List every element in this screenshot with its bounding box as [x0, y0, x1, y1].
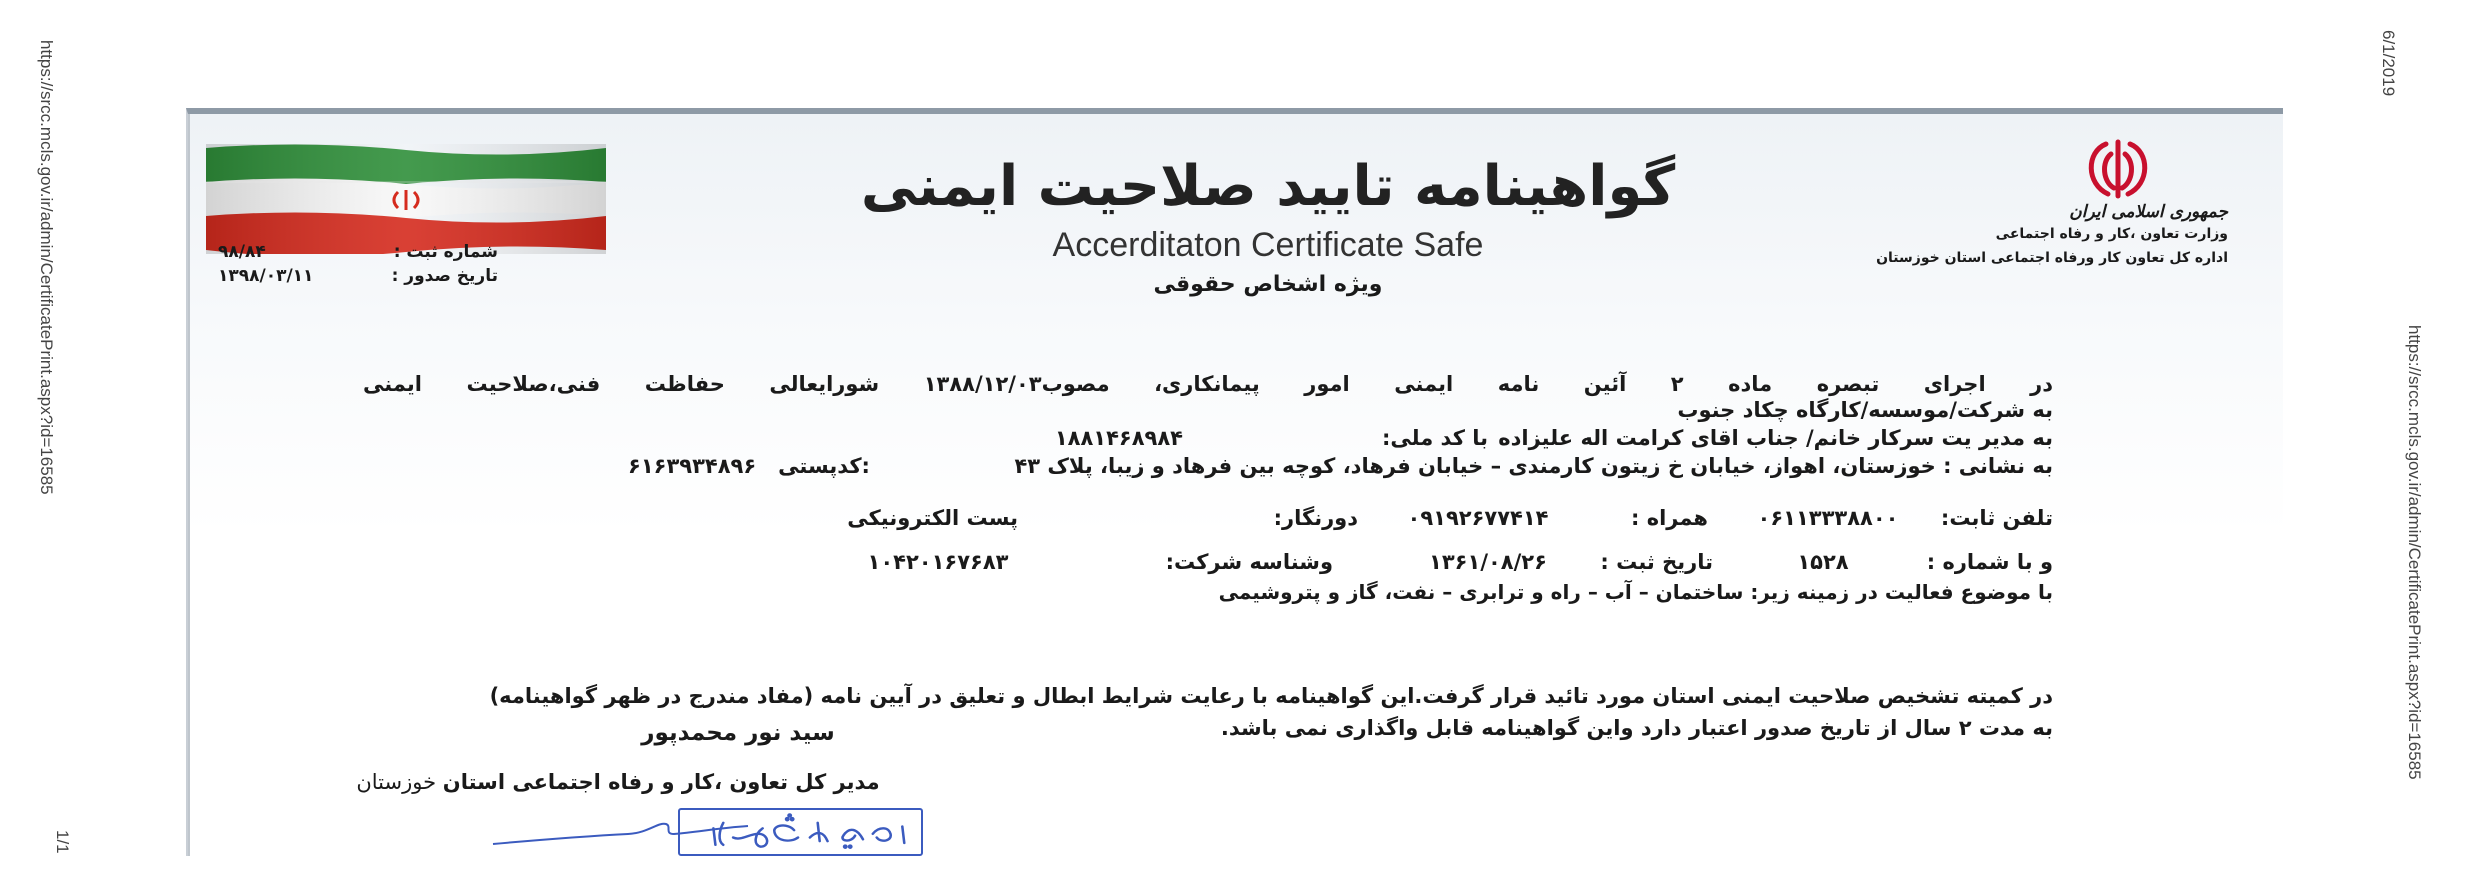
certificate-title-english: Accerditaton Certificate Safe [1052, 226, 1484, 264]
left-margin-page-number: 1/1 [53, 830, 72, 854]
company-reg-number-value: ۱۵۲۸ [1797, 550, 1849, 574]
iran-emblem-icon [2068, 134, 2168, 204]
postal-code-label: کدپستی: [778, 454, 870, 478]
body-line-manager: به مدیر یت سرکار خانم/ جناب اقای کرامت اله علیزاده [1498, 426, 2053, 450]
body-line-regulation: در اجرای تبصره ماده ۲ آئین نامه ایمنی امور پیمانکاری، مصوب۱۳۸۸/۱۲/۰۳ شورایعالی حفاظت فنی،صلاحیت ایمنی [363, 372, 2054, 396]
certificate-document [186, 108, 2283, 856]
issue-date-label: تاریخ صدور : [391, 266, 498, 286]
company-reg-date-label: تاریخ ثبت : [1600, 550, 1713, 574]
right-margin-url: https://srcc.mcls.gov.ir/admin/CertificatePrint.aspx?id=16585 [2405, 325, 2424, 780]
national-id-label: با کد ملی: [1382, 426, 1488, 450]
fax-label: دورنگار: [1273, 506, 1358, 530]
closing-line-approval: در کمیته تشخیص صلاحیت ایمنی استان مورد تائید قرار گرفت.این گواهینامه با رعایت شرایط ابطال و تعلیق در آیین نامه (مفاد مندرج در ظهر گواهینامه) [489, 684, 2053, 708]
company-id-label: وشناسه شرکت: [1165, 550, 1333, 574]
postal-code-value: ۶۱۶۳۹۳۴۸۹۶ [628, 454, 757, 478]
certificate-title-persian: گواهینامه تایید صلاحیت ایمنی [860, 154, 1676, 219]
registration-number-value: ۹۸/۸۴ [218, 242, 266, 262]
national-id-value: ۱۸۸۱۴۶۸۹۸۴ [1054, 426, 1183, 450]
closing-line-validity: به مدت ۲ سال از تاریخ صدور اعتبار دارد واین گواهینامه قابل واگذاری نمی باشد. [1220, 716, 2053, 740]
issue-date-value: ۱۳۹۸/۰۳/۱۱ [218, 266, 314, 286]
republic-name: جمهوری اسلامی ایران [2069, 202, 2228, 222]
postal-code-row [628, 454, 878, 478]
official-stamp [678, 808, 923, 856]
certificate-subtitle: ویژه اشخاص حقوقی [1153, 272, 1383, 297]
issue-date-row [218, 266, 498, 286]
directorate-name: اداره کل تعاون کار ورفاه اجتماعی استان خوزستان [1876, 250, 2228, 266]
company-reg-number-label: و با شماره : [1926, 550, 2053, 574]
body-line-company: به شرکت/موسسه/کارگاه چکاد جنوب [1677, 398, 2053, 422]
mobile-label: همراه : [1630, 506, 1708, 530]
phone-label: تلفن ثابت: [1940, 506, 2053, 530]
registration-number-label: شماره ثبت : [393, 242, 498, 262]
signer-title-province: خوزستان [356, 770, 437, 794]
address-text: به نشانی : خوزستان، اهواز، خیابان خ زیتون کارمندی – خیابان فرهاد، کوچه بین فرهاد و زیبا، پلاک ۴۳ [1014, 454, 2053, 478]
company-reg-date-value: ۱۳۶۱/۰۸/۲۶ [1429, 550, 1547, 574]
left-margin-url: https://srcc.mcls.gov.ir/admin/CertificatePrint.aspx?id=16585 [37, 40, 56, 495]
signer-title-main: مدیر کل تعاون ،کار و رفاه اجتماعی استان [442, 770, 880, 794]
ministry-name: وزارت تعاون ،کار و رفاه اجتماعی [1995, 226, 2228, 242]
signer-title [318, 770, 918, 794]
right-margin-date: 6/1/2019 [2379, 30, 2398, 97]
signer-name: سید نور محمدپور [641, 720, 835, 746]
iran-flag-icon [206, 144, 606, 254]
mobile-value: ۰۹۱۹۲۶۷۷۴۱۴ [1407, 506, 1549, 530]
company-id-value: ۱۰۴۲۰۱۶۷۶۸۳ [867, 550, 1009, 574]
activity-scope: با موضوع فعالیت در زمینه زیر: ساختمان – آب – راه و ترابری – نفت، گاز و پتروشیمی [1218, 580, 2053, 604]
email-label: پست الکترونیکی [847, 506, 1018, 530]
registration-number-row [218, 242, 498, 262]
phone-value: ۰۶۱۱۳۳۳۸۸۰۰ [1757, 506, 1899, 530]
